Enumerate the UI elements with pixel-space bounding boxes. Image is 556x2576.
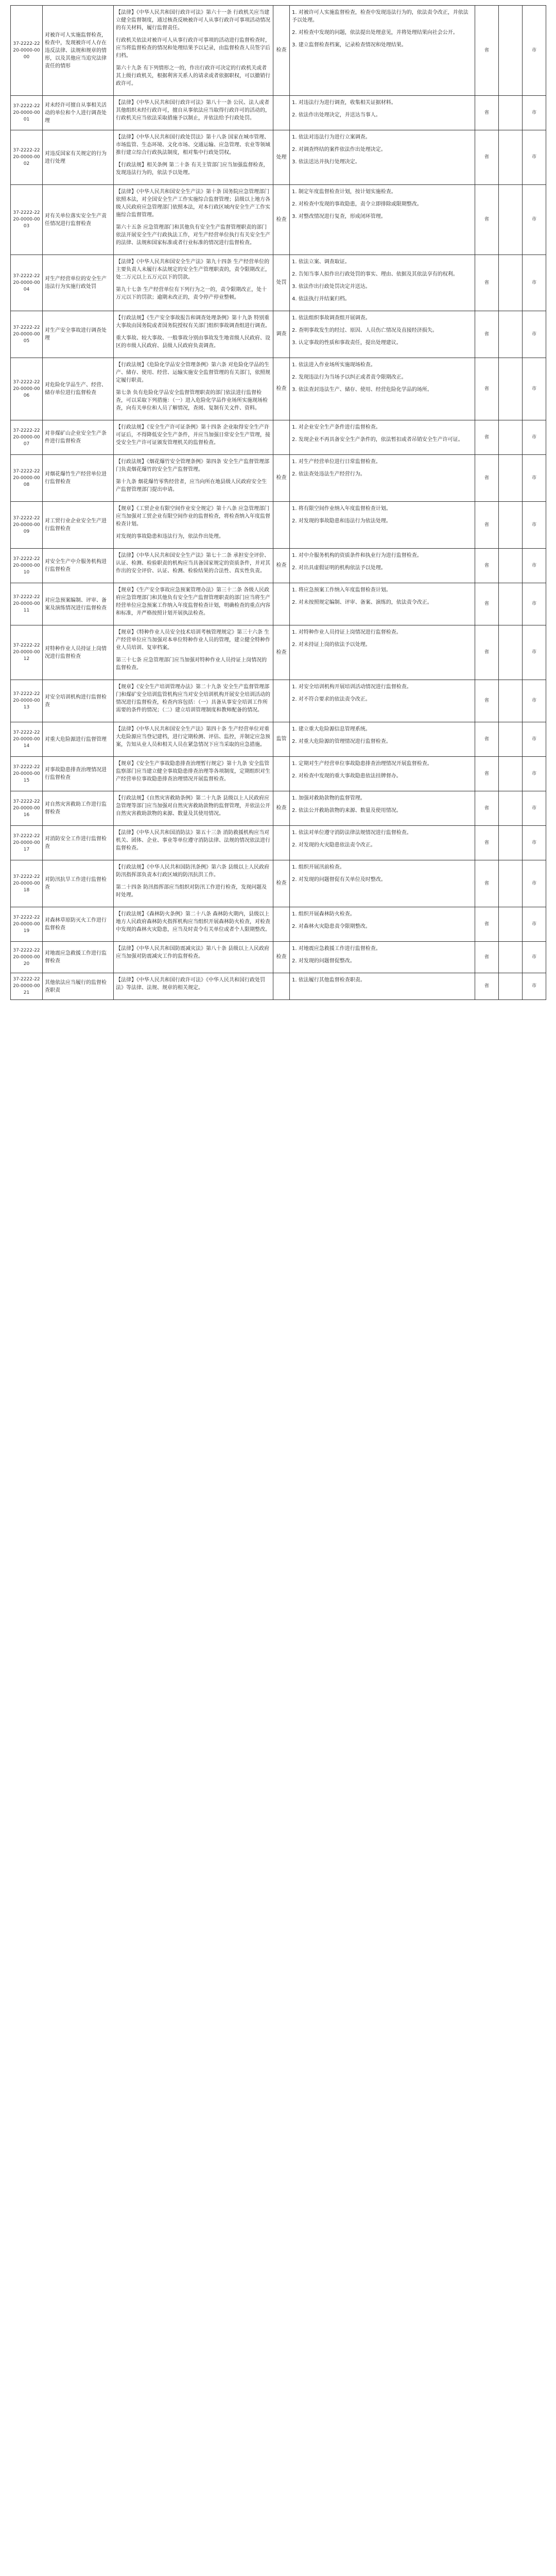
legal-basis-paragraph: 第三十七条 应急管理部门应当加强对特种作业人员持证上岗情况的监督检查。 <box>116 657 267 671</box>
stage-cell: 检查 <box>273 942 290 973</box>
legal-basis-cell <box>114 791 273 826</box>
stage-cell <box>273 680 290 722</box>
row-code-cell: 37-2222-2220-0000-0011 <box>11 583 43 625</box>
table-row <box>11 549 546 583</box>
row-code-cell: 37-2222-2220-0000-0019 <box>11 907 43 942</box>
legal-basis-paragraph: 第十九条 烟花爆竹零售经营者，应当向所在地县级人民政府安全生产监督管理部门提出申请。 <box>116 479 267 493</box>
table-row <box>11 625 546 680</box>
stage-cell <box>273 826 290 860</box>
legal-basis-paragraph: 对发现的事故隐患和违法行为，依法作出处理。 <box>116 534 224 539</box>
level-cell-1: 省 <box>475 680 499 722</box>
legal-basis-paragraph: 【规章】《生产安全事故应急预案管理办法》第三十二条 各级人民政府应急管理部门和其他负有安全生产监督管理职责的部门应当将生产经营单位应急预案工作纳入年度监督检查计划，明确检查的重点内容和标准，并严格按照计划开展执法检查。 <box>116 587 270 616</box>
legal-basis-paragraph: 第六十九条 有下列情形之一的，作出行政许可决定的行政机关或者其上级行政机关，根据利害关系人的请求或者依据职权，可以撤销行政许可。 <box>116 65 270 87</box>
legal-basis-paragraph: 【行政法规】《生产安全事故报告和调查处理条例》第十九条 特别重大事故由国务院或者国务院授权有关部门组织事故调查组进行调查。 <box>116 315 270 329</box>
legal-basis-paragraph: 【行政法规】相关条例 第二十条 有关主管部门应当加强监督检查，发现违法行为的，依法予以处理。 <box>116 162 269 176</box>
level-cell-3: 市 <box>523 757 546 791</box>
level-cell-1: 省 <box>475 722 499 757</box>
legal-basis-cell <box>114 358 273 420</box>
responsibility-cell <box>290 455 475 502</box>
level-cell-2 <box>499 6 523 96</box>
stage-cell: 检查 <box>273 791 290 826</box>
level-cell-3: 市 <box>523 907 546 942</box>
responsibility-paragraph: 2. 对发现的事故隐患和违法行为依法处理。 <box>292 518 391 524</box>
responsibility-paragraph: 2. 对森林火灾隐患责令限期整改。 <box>292 924 371 929</box>
responsibility-paragraph: 1. 依法进入作业场所实施现场检查。 <box>292 362 376 368</box>
table-row <box>11 942 546 973</box>
duty-item-cell: 对烟花爆竹生产经营单位进行监督检查 <box>43 455 114 502</box>
responsibility-paragraph: 1. 组织开展森林防火检查。 <box>292 911 355 917</box>
responsibility-cell <box>290 826 475 860</box>
level-cell-1: 省 <box>475 942 499 973</box>
duty-item-cell: 其他依法应当履行的监督检查职责 <box>43 973 114 1000</box>
level-cell-1: 省 <box>475 455 499 502</box>
level-cell-2 <box>499 973 523 1000</box>
responsibility-paragraph: 1. 对地震应急救援工作进行监督检查。 <box>292 946 381 952</box>
duty-item-cell: 对防汛抗旱工作进行监督检查 <box>43 860 114 907</box>
level-cell-3: 市 <box>523 791 546 826</box>
stage-cell: 检查 <box>273 455 290 502</box>
legal-basis-cell <box>114 6 273 96</box>
stage-cell: 检查 <box>273 625 290 680</box>
row-code-cell: 37-2222-2220-0000-0014 <box>11 722 43 757</box>
level-cell-2 <box>499 860 523 907</box>
responsibility-cell <box>290 791 475 826</box>
responsibility-cell <box>290 907 475 942</box>
level-cell-2 <box>499 680 523 722</box>
level-cell-3: 市 <box>523 6 546 96</box>
level-cell-1: 省 <box>475 420 499 455</box>
responsibility-paragraph: 1. 依法对单位遵守消防法律法规情况进行监督检查。 <box>292 830 412 836</box>
responsibility-cell <box>290 722 475 757</box>
row-code-cell: 37-2222-2220-0000-0020 <box>11 942 43 973</box>
level-cell-3: 市 <box>523 680 546 722</box>
responsibility-cell <box>290 757 475 791</box>
responsibility-cell <box>290 860 475 907</box>
level-cell-3: 市 <box>523 549 546 583</box>
table-row <box>11 358 546 420</box>
legal-basis-paragraph: 【法律】《中华人民共和国防震减灾法》第八十条 县级以上人民政府应当加强对防震减灾工作的监督检查。 <box>116 946 270 959</box>
legal-basis-paragraph: 第二十四条 防汛指挥部应当组织对防汛工作进行检查，发现问题及时处理。 <box>116 885 267 898</box>
responsibility-cell <box>290 358 475 420</box>
legal-basis-paragraph: 【行政法规】《烟花爆竹安全管理条例》第四条 安全生产监督管理部门负责烟花爆竹的安全生产监督管理。 <box>116 459 270 472</box>
responsibility-cell <box>290 185 475 255</box>
responsibility-paragraph: 2. 对检查中发现的问题，依法提出处理意见，并将处理结果向社会公开。 <box>292 30 458 36</box>
legal-basis-paragraph: 【法律】《中华人民共和国消防法》第五十三条 消防救援机构应当对机关、团体、企业、事业等单位遵守消防法律、法规的情况依法进行监督检查。 <box>116 830 270 851</box>
legal-basis-cell <box>114 311 273 358</box>
stage-cell: 检查 <box>273 358 290 420</box>
level-cell-2 <box>499 583 523 625</box>
level-cell-1: 省 <box>475 255 499 311</box>
responsibility-paragraph: 1. 对安全培训机构开展培训活动情况进行监督检查。 <box>292 684 412 690</box>
responsibility-paragraph: 3. 依法送达并执行处理决定。 <box>292 159 360 165</box>
legal-basis-paragraph: 【法律】《中华人民共和国安全生产法》第九十四条 生产经营单位的主要负责人未履行本法规定的安全生产管理职责的，责令限期改正，处二万元以上五万元以下的罚款。 <box>116 259 270 280</box>
level-cell-2 <box>499 255 523 311</box>
row-code-cell: 37-2222-2220-0000-0000 <box>11 6 43 96</box>
table-row <box>11 583 546 625</box>
duty-item-cell: 对消防安全工作进行监督检查 <box>43 826 114 860</box>
level-cell-3: 市 <box>523 358 546 420</box>
legal-basis-cell <box>114 942 273 973</box>
responsibility-paragraph: 4. 依法执行并结案归档。 <box>292 296 350 302</box>
legal-basis-paragraph: 【规章】《工贸企业有限空间作业安全规定》第十八条 应急管理部门应当加强对工贸企业有限空间作业的监督检查，将检查纳入年度监督检查计划。 <box>116 506 270 527</box>
legal-basis-cell <box>114 907 273 942</box>
duty-item-cell: 对重大危险源进行监督管理 <box>43 722 114 757</box>
responsibility-paragraph: 2. 对出具虚假证明的机构依法予以处理。 <box>292 565 386 571</box>
level-cell-1: 省 <box>475 311 499 358</box>
legal-basis-paragraph: 第六十五条 应急管理部门和其他负有安全生产监督管理职责的部门依法开展安全生产行政执法工作，对生产经营单位执行有关安全生产的法律、法规和国家标准或者行业标准的情况进行监督检查。 <box>116 225 270 246</box>
responsibility-paragraph: 1. 加强对救助款物的监督管理。 <box>292 795 366 801</box>
legal-basis-cell <box>114 625 273 680</box>
row-code-cell: 37-2222-2220-0000-0009 <box>11 502 43 549</box>
responsibility-paragraph: 3. 认定事故的性质和事故责任，提出处理建议。 <box>292 340 402 346</box>
responsibility-paragraph: 2. 依法作出处理决定，并送达当事人。 <box>292 112 381 118</box>
responsibility-cell <box>290 973 475 1000</box>
duty-item-cell: 对非煤矿山企业安全生产条件进行监督检查 <box>43 420 114 455</box>
stage-cell <box>273 583 290 625</box>
legal-basis-cell <box>114 502 273 549</box>
responsibility-paragraph: 1. 对企业安全生产条件进行监督检查。 <box>292 425 381 430</box>
level-cell-3: 市 <box>523 583 546 625</box>
responsibility-cell <box>290 6 475 96</box>
row-code-cell: 37-2222-2220-0000-0003 <box>11 185 43 255</box>
table-row <box>11 757 546 791</box>
responsibility-paragraph: 2. 发现违法行为当场予以纠正或者责令限期改正。 <box>292 375 407 380</box>
level-cell-3: 市 <box>523 130 546 185</box>
legal-basis-cell <box>114 583 273 625</box>
level-cell-2 <box>499 358 523 420</box>
duty-item-cell: 对地震应急救援工作进行监督检查 <box>43 942 114 973</box>
level-cell-3: 市 <box>523 942 546 973</box>
duty-item-cell: 对事故隐患排查治理情况进行监督检查 <box>43 757 114 791</box>
responsibility-paragraph: 1. 对生产经营单位进行日常监督检查。 <box>292 459 381 465</box>
legal-basis-cell <box>114 680 273 722</box>
legal-basis-paragraph: 【行政法规】《自然灾害救助条例》第二十九条 县级以上人民政府应急管理等部门应当加强对自然灾害救助款物的监督管理，并依法公开自然灾害救助款物的来源、数量及其使用情况。 <box>116 795 270 817</box>
responsibility-paragraph: 2. 对不符合要求的依法责令改正。 <box>292 697 371 702</box>
level-cell-2 <box>499 757 523 791</box>
table-row <box>11 973 546 1000</box>
legal-basis-paragraph: 【法律】《中华人民共和国安全生产法》第四十条 生产经营单位对重大危险源应当登记建档，进行定期检测、评估、监控，并制定应急预案，告知从业人员和相关人员在紧急情况下应当采取的应急措施。 <box>116 726 270 748</box>
legal-basis-paragraph: 行政机关依法对被许可人从事行政许可事项的活动进行监督检查时，应当将监督检查的情况和处理结果予以记录，由监督检查人员签字后归档。 <box>116 38 270 59</box>
stage-cell: 检查 <box>273 6 290 96</box>
legal-basis-paragraph: 【法律】《中华人民共和国行政许可法》第八十一条 公民、法人或者其他组织未经行政许可，擅自从事依法应当取得行政许可的活动的，行政机关应当依法采取措施予以制止，并依法给予行政处罚。 <box>116 100 270 121</box>
duty-item-cell: 对应急预案编制、评审、备案及演练情况进行监督检查 <box>43 583 114 625</box>
responsibility-cell <box>290 549 475 583</box>
stage-cell <box>273 757 290 791</box>
responsibility-paragraph: 1. 制定年度监督检查计划，按计划实施检查。 <box>292 189 396 195</box>
legal-basis-paragraph: 【行政法规】《中华人民共和国防汛条例》第六条 县级以上人民政府防汛指挥部负责本行政区域的防汛抗洪工作。 <box>116 865 270 878</box>
table-row <box>11 791 546 826</box>
responsibility-paragraph: 2. 对重大危险源的管理情况进行监督检查。 <box>292 739 391 744</box>
legal-basis-cell <box>114 860 273 907</box>
responsibility-cell <box>290 311 475 358</box>
responsibility-paragraph: 1. 对被许可人实施监督检查，检查中发现违法行为的，依法责令改正，并依法予以处理。 <box>292 10 468 23</box>
row-code-cell: 37-2222-2220-0000-0010 <box>11 549 43 583</box>
table-row <box>11 6 546 96</box>
table-row <box>11 130 546 185</box>
level-cell-3: 市 <box>523 185 546 255</box>
legal-basis-paragraph: 【规章】《特种作业人员安全技术培训考核管理规定》第三十六条 生产经营单位应当加强对本单位特种作业人员的管理，建立健全特种作业人员培训、复审档案。 <box>116 630 270 651</box>
responsibility-paragraph: 2. 发现企业不再具备安全生产条件的，依法暂扣或者吊销安全生产许可证。 <box>292 437 463 443</box>
row-code-cell: 37-2222-2220-0000-0008 <box>11 455 43 502</box>
stage-cell <box>273 907 290 942</box>
legal-basis-cell <box>114 130 273 185</box>
responsibility-paragraph: 2. 对发现的问题督促整改。 <box>292 958 355 964</box>
level-cell-3: 市 <box>523 722 546 757</box>
level-cell-1: 省 <box>475 826 499 860</box>
legal-basis-cell <box>114 757 273 791</box>
table-row <box>11 96 546 130</box>
level-cell-3: 市 <box>523 860 546 907</box>
legal-basis-cell <box>114 455 273 502</box>
duty-item-cell: 对有关单位落实安全生产责任情况进行监督检查 <box>43 185 114 255</box>
level-cell-2 <box>499 502 523 549</box>
responsibility-paragraph: 2. 对检查中发现的事故隐患，责令立即排除或限期整改。 <box>292 201 422 207</box>
duty-item-cell: 对未经许可擅自从事相关活动的单位和个人进行调查处理 <box>43 96 114 130</box>
responsibility-paragraph: 2. 对检查中发现的重大事故隐患依法挂牌督办。 <box>292 773 402 779</box>
level-cell-1: 省 <box>475 791 499 826</box>
level-cell-1: 省 <box>475 502 499 549</box>
row-code-cell: 37-2222-2220-0000-0021 <box>11 973 43 1000</box>
legal-basis-paragraph: 【规章】《安全生产事故隐患排查治理暂行规定》第十九条 安全监管监察部门应当建立健全事故隐患排查治理等各项制度，定期组织对生产经营单位事故隐患排查治理情况开展监督检查。 <box>116 761 270 782</box>
responsibility-paragraph: 3. 建立监督检查档案，记录检查情况和处理结果。 <box>292 42 407 48</box>
responsibility-paragraph: 2. 对发现的火灾隐患依法责令改正。 <box>292 842 376 848</box>
table-row <box>11 722 546 757</box>
level-cell-3: 市 <box>523 625 546 680</box>
level-cell-2 <box>499 185 523 255</box>
stage-cell: 监管 <box>273 722 290 757</box>
table-row <box>11 826 546 860</box>
level-cell-1: 省 <box>475 907 499 942</box>
responsibility-paragraph: 2. 对调查终结的案件依法作出处理决定。 <box>292 147 386 152</box>
level-cell-3: 市 <box>523 96 546 130</box>
level-cell-3: 市 <box>523 973 546 1000</box>
level-cell-1: 省 <box>475 583 499 625</box>
level-cell-2 <box>499 791 523 826</box>
level-cell-1: 省 <box>475 96 499 130</box>
legal-basis-cell <box>114 185 273 255</box>
legal-basis-paragraph: 【法律】《中华人民共和国行政许可法》第六十一条 行政机关应当建立健全监督制度，通过核查反映被许可人从事行政许可事项活动情况的有关材料，履行监督责任。 <box>116 10 270 31</box>
duty-item-cell: 对自然灾害救助工作进行监督检查 <box>43 791 114 826</box>
level-cell-1: 省 <box>475 625 499 680</box>
legal-basis-paragraph: 第七条 负有危险化学品安全监督管理职责的部门依法进行监督检查，可以采取下列措施：（一）进入危险化学品作业场所实施现场检查，向有关单位和人员了解情况，查阅、复制有关文件、资料。 <box>116 390 268 411</box>
level-cell-1: 省 <box>475 549 499 583</box>
duty-item-cell: 对工贸行业企业安全生产进行监督检查 <box>43 502 114 549</box>
responsibility-paragraph: 2. 查明事故发生的经过、原因、人员伤亡情况及直接经济损失。 <box>292 328 438 333</box>
level-cell-3: 市 <box>523 255 546 311</box>
responsibility-cell <box>290 583 475 625</box>
row-code-cell: 37-2222-2220-0000-0017 <box>11 826 43 860</box>
responsibility-cell <box>290 680 475 722</box>
level-cell-2 <box>499 942 523 973</box>
table-row <box>11 185 546 255</box>
duty-item-cell: 对森林草原防灭火工作进行监督检查 <box>43 907 114 942</box>
responsibility-cell <box>290 255 475 311</box>
legal-basis-paragraph: 【法律】《中华人民共和国安全生产法》第七十二条 承担安全评价、认证、检测、检验职责的机构应当具备国家规定的资质条件，并对其作出的安全评价、认证、检测、检验结果的合法性、真实性负责。 <box>116 553 270 574</box>
legal-basis-paragraph: 【法律】《中华人民共和国行政处罚法》第十八条 国家在城市管理、市场监管、生态环境、文化市场、交通运输、应急管理、农业等领域推行建立综合行政执法制度，相对集中行政处罚权。 <box>116 134 270 156</box>
legal-basis-cell <box>114 722 273 757</box>
responsibility-cell <box>290 502 475 549</box>
legal-basis-cell <box>114 549 273 583</box>
row-code-cell: 37-2222-2220-0000-0004 <box>11 255 43 311</box>
row-code-cell: 37-2222-2220-0000-0007 <box>11 420 43 455</box>
duty-table <box>10 5 546 1000</box>
level-cell-2 <box>499 420 523 455</box>
level-cell-3: 市 <box>523 455 546 502</box>
level-cell-2 <box>499 907 523 942</box>
responsibility-paragraph: 2. 依法查处违法生产经营行为。 <box>292 471 366 477</box>
responsibility-cell <box>290 96 475 130</box>
stage-cell: 检查 <box>273 860 290 907</box>
responsibility-paragraph: 1. 对中介服务机构的资质条件和执业行为进行监督检查。 <box>292 553 422 558</box>
level-cell-3: 市 <box>523 420 546 455</box>
stage-cell: 处罚 <box>273 255 290 311</box>
level-cell-2 <box>499 625 523 680</box>
level-cell-3: 市 <box>523 502 546 549</box>
legal-basis-cell <box>114 420 273 455</box>
responsibility-paragraph: 1. 将有限空间作业纳入年度监督检查计划。 <box>292 506 391 512</box>
responsibility-cell <box>290 130 475 185</box>
level-cell-2 <box>499 130 523 185</box>
table-body <box>11 6 546 1000</box>
legal-basis-paragraph: 第九十七条 生产经营单位有下列行为之一的，责令限期改正，处十万元以下的罚款；逾期未改正的，责令停产停业整顿。 <box>116 287 267 300</box>
legal-basis-paragraph: 【行政法规】《森林防火条例》第二十八条 森林防火期内，县级以上地方人民政府森林防火指挥机构应当组织开展森林防火检查，对检查中发现的森林火灾隐患，应当及时责令有关单位或者个人限期整改。 <box>116 911 270 933</box>
responsibility-paragraph: 1. 定期对生产经营单位事故隐患排查治理情况开展监督检查。 <box>292 761 432 767</box>
row-code-cell: 37-2222-2220-0000-0005 <box>11 311 43 358</box>
level-cell-1: 省 <box>475 860 499 907</box>
level-cell-1: 省 <box>475 358 499 420</box>
legal-basis-cell <box>114 96 273 130</box>
responsibility-cell <box>290 625 475 680</box>
duty-item-cell: 对安全培训机构进行监督检查 <box>43 680 114 722</box>
legal-basis-paragraph: 【法律】《中华人民共和国安全生产法》第十条 国务院应急管理部门依照本法，对全国安全生产工作实施综合监督管理；县级以上地方各级人民政府应急管理部门依照本法，对本行政区域内安全生产工作实施综合监督管理。 <box>116 189 270 218</box>
row-code-cell: 37-2222-2220-0000-0018 <box>11 860 43 907</box>
level-cell-2 <box>499 311 523 358</box>
row-code-cell: 37-2222-2220-0000-0002 <box>11 130 43 185</box>
level-cell-1: 省 <box>475 757 499 791</box>
duty-item-cell: 对生产经营单位的安全生产违法行为实施行政处罚 <box>43 255 114 311</box>
level-cell-2 <box>499 549 523 583</box>
duty-item-cell: 对生产安全事故进行调查处理 <box>43 311 114 358</box>
stage-cell: 检查 <box>273 549 290 583</box>
level-cell-1: 省 <box>475 973 499 1000</box>
responsibility-paragraph: 1. 依法履行其他监督检查职责。 <box>292 977 366 983</box>
duty-item-cell: 对特种作业人员持证上岗情况进行监督检查 <box>43 625 114 680</box>
responsibility-paragraph: 1. 对特种作业人员持证上岗情况进行监督检查。 <box>292 630 402 635</box>
table-row <box>11 455 546 502</box>
stage-cell <box>273 420 290 455</box>
duty-item-cell: 对违反国家有关规定的行为进行处理 <box>43 130 114 185</box>
level-cell-2 <box>499 826 523 860</box>
responsibility-paragraph: 1. 将应急预案工作纳入年度监督检查计划。 <box>292 587 391 593</box>
table-row <box>11 255 546 311</box>
responsibility-paragraph: 1. 组织开展汛前检查。 <box>292 865 345 870</box>
table-row <box>11 860 546 907</box>
responsibility-paragraph: 3. 对整改情况进行复查，形成闭环管理。 <box>292 214 386 219</box>
level-cell-1: 省 <box>475 185 499 255</box>
responsibility-paragraph: 2. 对未按照规定编制、评审、备案、演练的，依法责令改正。 <box>292 600 432 605</box>
legal-basis-paragraph: 【法律】《中华人民共和国行政许可法》《中华人民共和国行政处罚法》等法律、法规、规章的相关规定。 <box>116 977 265 991</box>
duty-item-cell: 对被许可人实施监督检查，检查中，发现被许可人存在违反法律、法规和规章的情形，以及其他应当追究法律责任的情形 <box>43 6 114 96</box>
level-cell-1: 省 <box>475 6 499 96</box>
row-code-cell: 37-2222-2220-0000-0013 <box>11 680 43 722</box>
legal-basis-paragraph: 【行政法规】《安全生产许可证条例》第十四条 企业取得安全生产许可证后，不得降低安全生产条件，并应当加强日常安全生产管理，接受安全生产许可证颁发管理机关的监督检查。 <box>116 425 270 446</box>
stage-cell <box>273 502 290 549</box>
duty-item-cell: 对危险化学品生产、经营、储存单位进行监督检查 <box>43 358 114 420</box>
level-cell-1: 省 <box>475 130 499 185</box>
responsibility-paragraph: 2. 依法公开救助款物的来源、数量及使用情况。 <box>292 808 402 814</box>
row-code-cell: 37-2222-2220-0000-0001 <box>11 96 43 130</box>
legal-basis-paragraph: 【规章】《安全生产培训管理办法》第二十九条 安全生产监督管理部门和煤矿安全培训监管机构应当对安全培训机构开展安全培训活动的情况进行监督检查，检查内容包括：（一）具备从事安全培训工作所需要的条件的情况；（二）建立培训管理制度和教师配备的情况。 <box>116 684 270 713</box>
legal-basis-paragraph: 【行政法规】《危险化学品安全管理条例》第六条 对危险化学品的生产、储存、使用、经营、运输实施安全监督管理的有关部门，依照规定履行职责。 <box>116 362 270 383</box>
responsibility-paragraph: 3. 依法查封违法生产、储存、使用、经营危险化学品的场所。 <box>292 387 432 393</box>
row-code-cell: 37-2222-2220-0000-0016 <box>11 791 43 826</box>
duty-item-cell: 对安全生产中介服务机构进行监督检查 <box>43 549 114 583</box>
responsibility-paragraph: 1. 建立重大危险源信息管理系统。 <box>292 726 371 732</box>
legal-basis-cell <box>114 826 273 860</box>
responsibility-paragraph: 1. 依法对违法行为进行立案调查。 <box>292 134 371 140</box>
responsibility-paragraph: 2. 对未持证上岗的依法予以处理。 <box>292 642 371 648</box>
legal-basis-paragraph: 重大事故、较大事故、一般事故分别由事故发生地省级人民政府、设区的市级人民政府、县级人民政府负责调查。 <box>116 335 270 349</box>
responsibility-cell <box>290 942 475 973</box>
legal-basis-cell <box>114 255 273 311</box>
legal-basis-cell <box>114 973 273 1000</box>
level-cell-2 <box>499 455 523 502</box>
stage-cell <box>273 96 290 130</box>
level-cell-3: 市 <box>523 826 546 860</box>
row-code-cell: 37-2222-2220-0000-0015 <box>11 757 43 791</box>
row-code-cell: 37-2222-2220-0000-0012 <box>11 625 43 680</box>
table-row <box>11 502 546 549</box>
responsibility-paragraph: 1. 依法组织事故调查组开展调查。 <box>292 315 371 321</box>
responsibility-paragraph: 3. 依法作出行政处罚决定并送达。 <box>292 284 371 290</box>
level-cell-2 <box>499 96 523 130</box>
responsibility-paragraph: 1. 对违法行为进行调查，收集相关证据材料。 <box>292 100 396 106</box>
responsibility-cell <box>290 420 475 455</box>
table-row <box>11 680 546 722</box>
stage-cell: 检查 <box>273 185 290 255</box>
stage-cell <box>273 973 290 1000</box>
responsibility-paragraph: 1. 依法立案、调查取证。 <box>292 259 350 265</box>
stage-cell: 调查 <box>273 311 290 358</box>
level-cell-2 <box>499 722 523 757</box>
responsibility-paragraph: 2. 告知当事人拟作出行政处罚的事实、理由、依据及其依法享有的权利。 <box>292 272 458 277</box>
level-cell-3: 市 <box>523 311 546 358</box>
stage-cell: 处理 <box>273 130 290 185</box>
table-row <box>11 420 546 455</box>
row-code-cell: 37-2222-2220-0000-0006 <box>11 358 43 420</box>
responsibility-paragraph: 2. 对发现的问题督促有关单位及时整改。 <box>292 877 386 883</box>
table-row <box>11 907 546 942</box>
table-row <box>11 311 546 358</box>
